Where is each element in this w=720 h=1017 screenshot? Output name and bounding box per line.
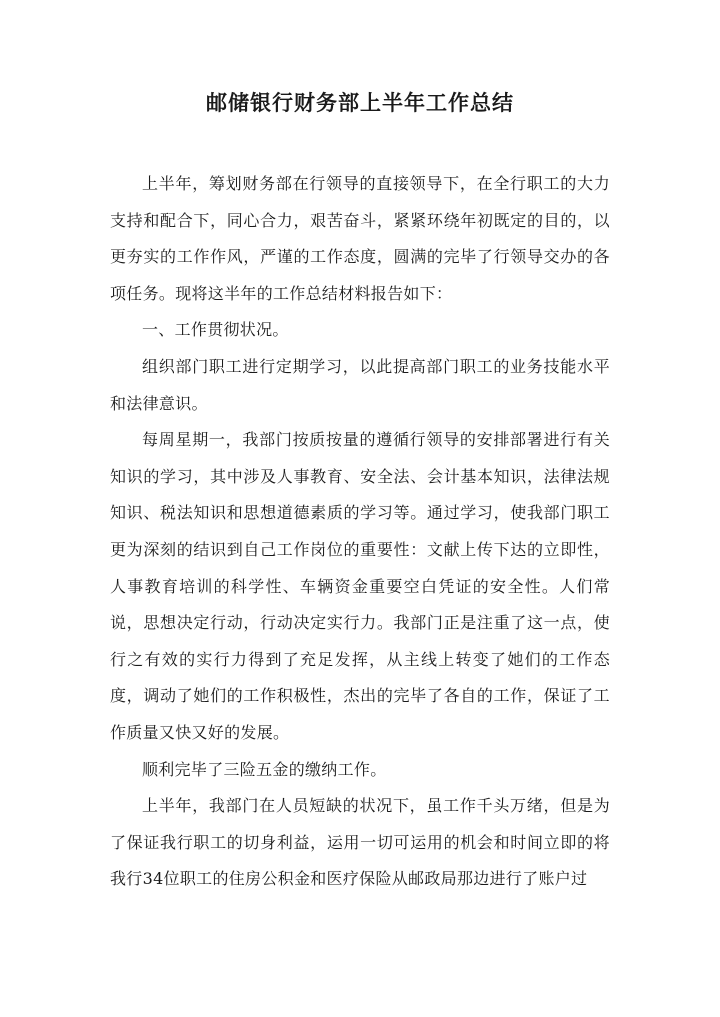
- paragraph-weekly-study: 每周星期一，我部门按质按量的遵循行领导的安排部署进行有关知识的学习，其中涉及人事教育、安全法、会计基本知识，法律法规知识、税法知识和思想道德素质的学习等。通过学习，使我部门职工更为深刻的结识到自己工作岗位的重要性：文献上传下达的立即性，人事教育培训的科学性、车辆资金重要空白凭证的安全性。人们常说，思想决定行动，行动决定实行力。我部门正是注重了这一点，使行之有效的实行力得到了充足发挥，从主线上转变了她们的工作态度，调动了她们的工作积极性，杰出的完毕了各自的工作，保证了工作质量又快又好的发展。: [110, 430, 610, 742]
- document-body: [110, 166, 610, 898]
- paragraph-insurance-heading: 顺利完毕了三险五金的缴纳工作。: [142, 759, 387, 779]
- section-heading-work-status: 一、工作贯彻状况。: [142, 320, 289, 340]
- paragraph-intro: 上半年，筹划财务部在行领导的直接领导下，在全行职工的大力支持和配合下，同心合力，艰苦奋斗，紧紧环绕年初既定的目的，以更夯实的工作作风，严谨的工作态度，圆满的完毕了行领导交办的各项任务。现将这半年的工作总结材料报告如下：: [110, 174, 610, 303]
- document-title: 邮储银行财务部上半年工作总结: [206, 90, 514, 115]
- paragraph-insurance-detail: 上半年，我部门在人员短缺的状况下，虽工作千头万绪，但是为了保证我行职工的切身利益，运用一切可运用的机会和时间立即的将我行34位职工的住房公积金和医疗保险从邮政局那边进行了账户过: [110, 796, 610, 889]
- paragraph-study: 组织部门职工进行定期学习，以此提高部门职工的业务技能水平和法律意识。: [110, 356, 610, 413]
